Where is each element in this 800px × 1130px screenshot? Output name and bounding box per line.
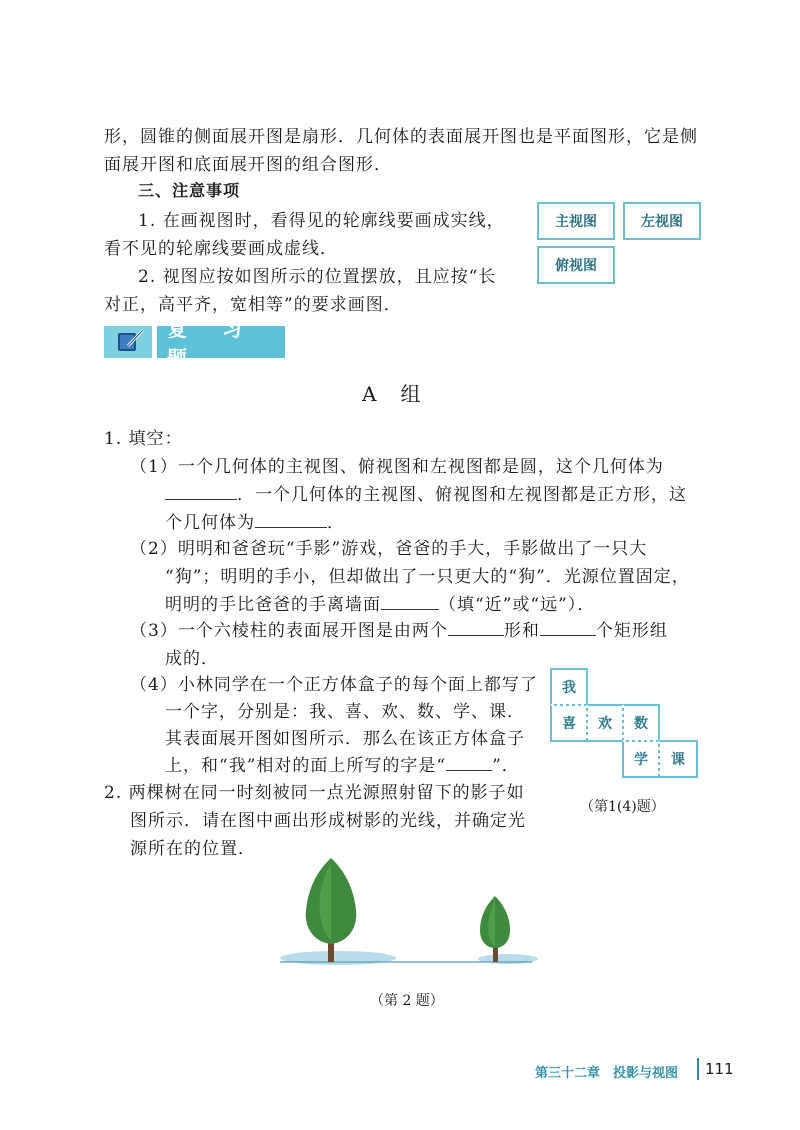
group-title: A 组 xyxy=(362,382,423,406)
left-view-box: 左视图 xyxy=(623,202,701,240)
q1-part1-line2: ．一个几何体的主视图、俯视图和左视图都是正方形，这 xyxy=(165,480,687,505)
q1-part2-line2: “狗”；明明的手小，但却做出了一只更大的“狗”．光源位置固定， xyxy=(165,567,690,587)
q1-part4-line2: 一个字，分别是：我、喜、欢、数、学、课． xyxy=(165,702,525,722)
notes-item1-line2: 看不见的轮廓线要画成虚线． xyxy=(104,239,338,259)
q1-part3-blank2[interactable] xyxy=(540,635,596,636)
q1-part4-line4: 上，和“我”相对的面上所写的字是“ ”． xyxy=(165,756,520,776)
footer-chapter: 第三十二章 投影与视图 xyxy=(535,1066,679,1081)
trees-shadow-figure xyxy=(270,850,540,975)
q1-part3-line2: 成的． xyxy=(165,649,219,669)
q1-part3-line1: （3）一个六棱柱的表面展开图是由两个 形和 个矩形组 xyxy=(130,621,668,641)
q1-part1-blank1[interactable] xyxy=(165,499,237,500)
net-face-ke: 课 xyxy=(671,752,685,768)
net-face-xue: 学 xyxy=(634,752,648,768)
notes-heading: 三、注意事项 xyxy=(138,181,241,200)
q1-part4-line1: （4）小林同学在一个正方体盒子的每个面上都写了 xyxy=(130,675,538,695)
front-view-box: 主视图 xyxy=(537,202,615,240)
q1-part3-blank1[interactable] xyxy=(448,635,504,636)
q1-part1-line1: （1）一个几何体的主视图、俯视图和左视图都是圆，这个几何体为 xyxy=(130,457,664,477)
top-view-box: 俯视图 xyxy=(537,246,615,284)
q1-label: 1. 填空： xyxy=(104,429,183,449)
q2-line2: 图所示．请在图中画出形成树影的光线，并确定光 xyxy=(130,811,526,831)
pencil-notebook-icon xyxy=(104,326,152,358)
net-face-xi: 喜 xyxy=(562,716,576,732)
notes-item2-line2: 对正，高平齐，宽相等”的要求画图． xyxy=(104,295,402,315)
intro-line-1: 形，圆锥的侧面展开图是扇形．几何体的表面展开图也是平面图形，它是侧 xyxy=(104,127,698,147)
cube-net-figure xyxy=(550,668,700,784)
notes-item1-line1: 1. 在画视图时，看得见的轮廓线要画成实线， xyxy=(138,211,505,231)
net-face-shu: 数 xyxy=(634,716,648,732)
net-face-wo: 我 xyxy=(562,680,576,696)
q1-part1-blank2[interactable] xyxy=(255,527,327,528)
q1-part2-line1: （2）明明和爸爸玩“手影”游戏，爸爸的手大，手影做出了一只大 xyxy=(130,539,648,559)
q1-part2-line3: 明明的手比爸爸的手离墙面 （填“近”或“远”）． xyxy=(165,595,596,615)
page-number: 111 xyxy=(705,1060,734,1078)
q1-part2-blank[interactable] xyxy=(381,609,439,610)
large-tree-shadow xyxy=(280,951,396,965)
review-banner-icon-block xyxy=(104,326,152,358)
intro-line-2: 面展开图和底面展开图的组合图形． xyxy=(104,155,392,175)
q2-line3: 源所在的位置． xyxy=(130,839,256,859)
q1-part1-line3: 个几何体为 ． xyxy=(165,513,345,533)
small-tree xyxy=(480,896,510,962)
q1-part4-blank[interactable] xyxy=(446,770,492,771)
net-face-huan: 欢 xyxy=(598,716,612,732)
trees-figure-caption: （第 2 题） xyxy=(370,993,444,1009)
review-banner-label: 复 习 题 xyxy=(157,326,285,358)
notes-item2-line1: 2. 视图应按如图所示的位置摆放，且应按“长 xyxy=(138,267,497,287)
large-tree xyxy=(306,858,357,962)
footer-divider xyxy=(697,1058,699,1080)
cube-net-caption: （第1(4)题） xyxy=(580,799,665,815)
q2-line1: 2. 两棵树在同一时刻被同一点光源照射留下的影子如 xyxy=(104,783,525,803)
q1-part4-line3: 其表面展开图如图所示．那么在该正方体盒子 xyxy=(165,729,525,749)
